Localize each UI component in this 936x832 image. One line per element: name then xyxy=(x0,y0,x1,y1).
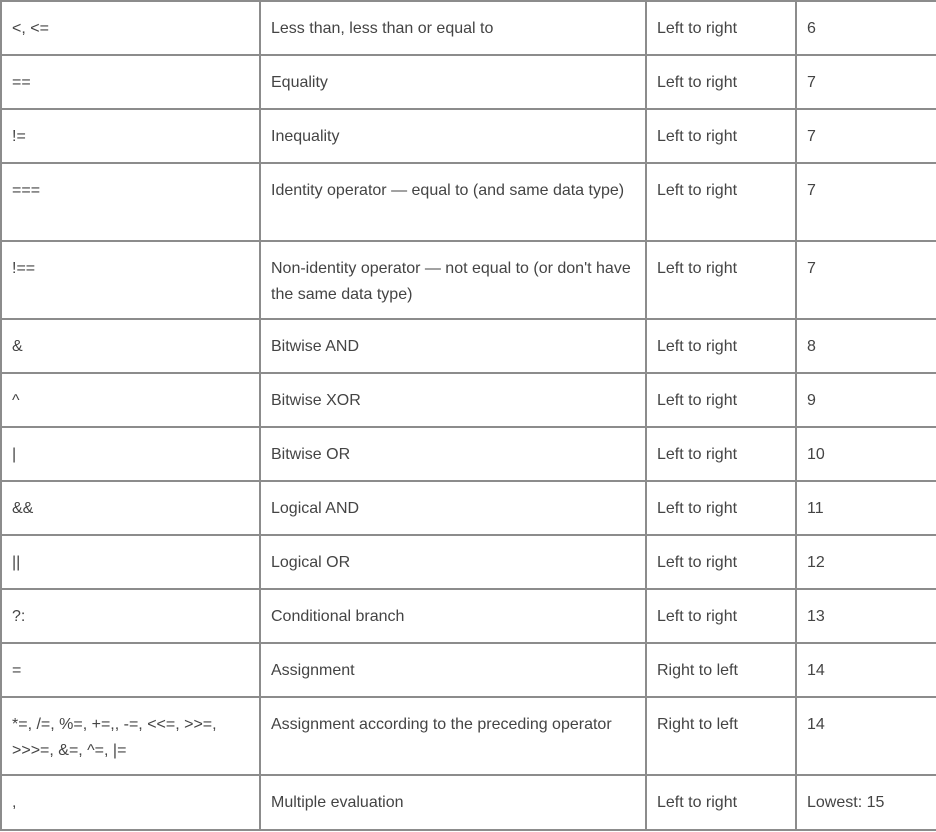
description-cell: Inequality xyxy=(260,109,646,163)
table-row xyxy=(1,775,936,830)
description-cell: Conditional branch xyxy=(260,589,646,643)
associativity-cell: Left to right xyxy=(646,481,796,535)
precedence-cell: 12 xyxy=(796,535,936,589)
precedence-cell: Lowest: 15 xyxy=(796,775,936,830)
description-cell: Bitwise AND xyxy=(260,319,646,373)
operator-cell: || xyxy=(1,535,260,589)
table-row xyxy=(1,535,936,589)
operator-cell: != xyxy=(1,109,260,163)
description-cell: Bitwise OR xyxy=(260,427,646,481)
precedence-cell: 9 xyxy=(796,373,936,427)
precedence-cell: 14 xyxy=(796,697,936,775)
description-cell: Equality xyxy=(260,55,646,109)
operator-cell: === xyxy=(1,163,260,241)
associativity-cell: Left to right xyxy=(646,163,796,241)
description-cell: Non-identity operator — not equal to (or don't have the same data type) xyxy=(260,241,646,319)
associativity-cell: Left to right xyxy=(646,589,796,643)
precedence-cell: 11 xyxy=(796,481,936,535)
table-row xyxy=(1,241,936,319)
table-row xyxy=(1,373,936,427)
precedence-cell: 14 xyxy=(796,643,936,697)
table-row xyxy=(1,697,936,775)
operator-cell: !== xyxy=(1,241,260,319)
associativity-cell: Left to right xyxy=(646,109,796,163)
operator-cell: == xyxy=(1,55,260,109)
description-cell: Identity operator — equal to (and same data type) xyxy=(260,163,646,241)
description-cell: Logical OR xyxy=(260,535,646,589)
associativity-cell: Left to right xyxy=(646,1,796,55)
description-cell: Logical AND xyxy=(260,481,646,535)
operator-cell: <, <= xyxy=(1,1,260,55)
operator-cell: = xyxy=(1,643,260,697)
description-cell: Less than, less than or equal to xyxy=(260,1,646,55)
associativity-cell: Left to right xyxy=(646,241,796,319)
operator-cell: | xyxy=(1,427,260,481)
precedence-cell: 7 xyxy=(796,55,936,109)
precedence-cell: 7 xyxy=(796,163,936,241)
operator-cell: ^ xyxy=(1,373,260,427)
description-cell: Bitwise XOR xyxy=(260,373,646,427)
description-cell: Multiple evaluation xyxy=(260,775,646,830)
table-row xyxy=(1,1,936,55)
operator-cell: && xyxy=(1,481,260,535)
table-row xyxy=(1,55,936,109)
associativity-cell: Left to right xyxy=(646,427,796,481)
associativity-cell: Right to left xyxy=(646,643,796,697)
precedence-cell: 8 xyxy=(796,319,936,373)
table-row xyxy=(1,427,936,481)
table-row xyxy=(1,163,936,241)
operator-cell: *=, /=, %=, +=,, -=, <<=, >>=, >>>=, &=, ^=, |= xyxy=(1,697,260,775)
table-row xyxy=(1,481,936,535)
associativity-cell: Left to right xyxy=(646,319,796,373)
operator-cell: ?: xyxy=(1,589,260,643)
precedence-cell: 6 xyxy=(796,1,936,55)
precedence-cell: 13 xyxy=(796,589,936,643)
associativity-cell: Left to right xyxy=(646,775,796,830)
table-row xyxy=(1,319,936,373)
associativity-cell: Left to right xyxy=(646,55,796,109)
associativity-cell: Right to left xyxy=(646,697,796,775)
precedence-cell: 7 xyxy=(796,109,936,163)
description-cell: Assignment xyxy=(260,643,646,697)
operator-cell: , xyxy=(1,775,260,830)
table-row xyxy=(1,643,936,697)
operator-cell: & xyxy=(1,319,260,373)
associativity-cell: Left to right xyxy=(646,535,796,589)
description-cell: Assignment according to the preceding operator xyxy=(260,697,646,775)
associativity-cell: Left to right xyxy=(646,373,796,427)
table-row xyxy=(1,109,936,163)
precedence-cell: 10 xyxy=(796,427,936,481)
table-row xyxy=(1,589,936,643)
precedence-cell: 7 xyxy=(796,241,936,319)
